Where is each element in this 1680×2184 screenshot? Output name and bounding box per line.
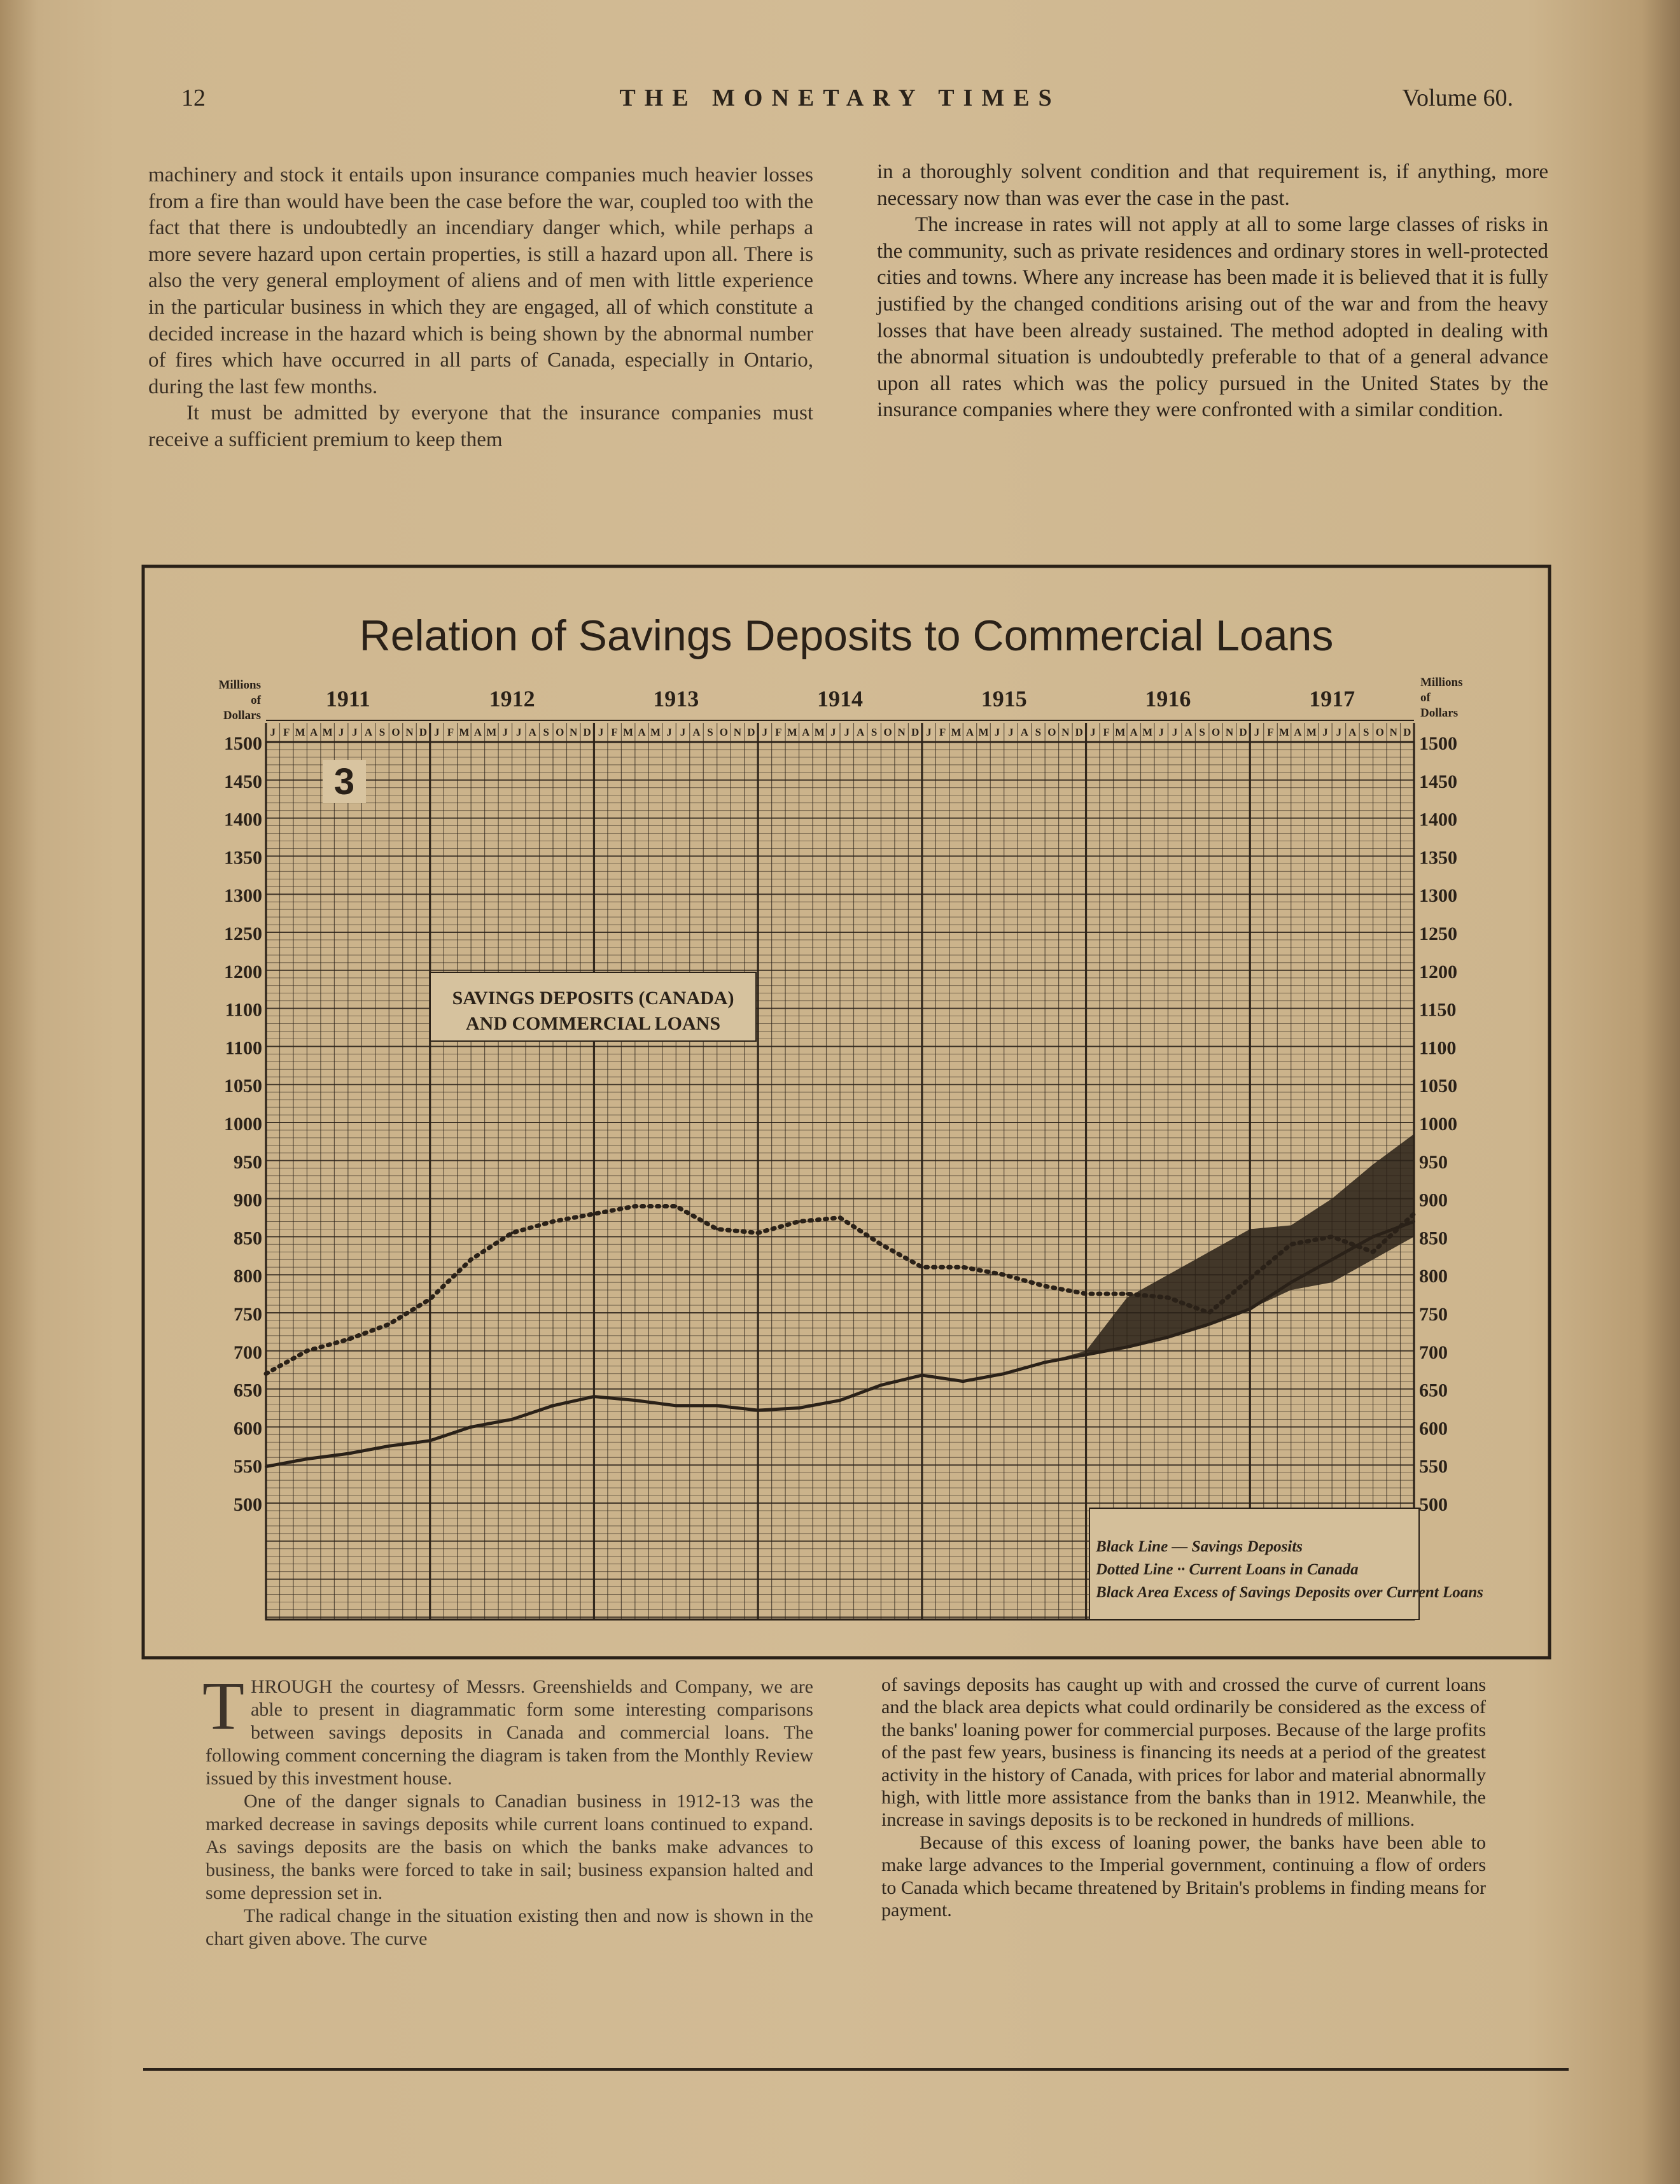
bottom-rule xyxy=(143,2068,1569,2071)
y-axis-title-left: Millions xyxy=(218,678,261,692)
data-point xyxy=(675,1404,677,1407)
data-point xyxy=(1044,1361,1046,1364)
y-axis-title-left: of xyxy=(251,694,261,707)
inset-label-line: SAVINGS DEPOSITS (CANADA) xyxy=(452,988,734,1009)
y-tick-label-left: 1000 xyxy=(224,1114,262,1135)
y-axis-title-right: Millions xyxy=(1420,676,1463,689)
data-point xyxy=(757,1231,759,1234)
month-tick-label: J xyxy=(338,726,344,738)
data-point xyxy=(839,1217,841,1219)
y-tick-label-right: 1150 xyxy=(1419,999,1457,1021)
month-tick-label: A xyxy=(802,726,810,738)
month-tick-label: S xyxy=(871,726,878,738)
month-tick-label: J xyxy=(830,726,836,738)
data-point xyxy=(1290,1243,1292,1245)
y-tick-label-right: 900 xyxy=(1419,1189,1448,1211)
month-tick-label: M xyxy=(978,726,989,738)
y-tick-label-left: 1100 xyxy=(225,999,262,1021)
data-point xyxy=(1331,1235,1333,1238)
month-tick-label: N xyxy=(733,726,742,738)
month-tick-label: A xyxy=(638,726,646,738)
data-point xyxy=(757,1409,759,1411)
data-point xyxy=(716,1228,718,1230)
data-point xyxy=(592,1213,595,1215)
year-label: 1913 xyxy=(653,686,699,711)
month-tick-label: J xyxy=(1336,726,1342,738)
y-tick-label-right: 850 xyxy=(1419,1228,1448,1249)
y-tick-label-left: 750 xyxy=(234,1304,262,1325)
month-tick-label: N xyxy=(1389,726,1397,738)
month-tick-label: M xyxy=(1306,726,1317,738)
chart-title: Relation of Savings Deposits to Commercial Loans xyxy=(359,612,1334,660)
y-tick-label-left: 1400 xyxy=(224,809,262,830)
month-tick-label: O xyxy=(883,726,892,738)
data-point xyxy=(798,1220,801,1222)
data-point xyxy=(347,1338,349,1341)
data-point xyxy=(1126,1292,1128,1295)
y-tick-label-right: 1250 xyxy=(1419,923,1457,944)
chart-number: 3 xyxy=(333,761,355,802)
month-tick-label: N xyxy=(897,726,906,738)
month-tick-label: A xyxy=(473,726,482,738)
chart-grid xyxy=(266,720,1414,1620)
data-point xyxy=(962,1266,964,1268)
drop-cap: T xyxy=(202,1669,244,1744)
y-tick-label-left: 1450 xyxy=(224,771,262,792)
month-tick-label: D xyxy=(583,726,591,738)
data-point xyxy=(716,1404,718,1407)
bottom-right-column xyxy=(881,1674,1486,1921)
y-tick-label-left: 800 xyxy=(234,1266,262,1287)
data-point xyxy=(1085,1292,1088,1295)
y-tick-label-left: 500 xyxy=(234,1494,262,1515)
month-tick-label: N xyxy=(1061,726,1070,738)
year-label: 1917 xyxy=(1309,686,1355,711)
month-tick-label: D xyxy=(911,726,920,738)
y-tick-label-right: 1100 xyxy=(1419,1037,1457,1059)
y-tick-label-right: 1450 xyxy=(1419,771,1457,792)
data-point xyxy=(305,1458,308,1460)
y-tick-label-left: 900 xyxy=(234,1189,262,1211)
month-tick-label: O xyxy=(1211,726,1221,738)
month-tick-label: J xyxy=(352,726,358,738)
data-point xyxy=(552,1220,554,1222)
page-number: 12 xyxy=(181,85,206,111)
inset-label-line: AND COMMERCIAL LOANS xyxy=(465,1013,721,1034)
month-tick-label: S xyxy=(379,726,386,738)
data-point xyxy=(388,1323,390,1326)
month-tick-label: J xyxy=(1158,726,1164,738)
data-point xyxy=(1249,1277,1251,1280)
data-point xyxy=(429,1439,431,1442)
data-point xyxy=(1166,1336,1169,1338)
data-point xyxy=(921,1374,923,1376)
y-tick-label-right: 1300 xyxy=(1419,885,1457,907)
paragraph: Because of this excess of loaning power, the banks have been able to make large advances to the Imperial government, continuing a flow of orders to Canada which became threatened by Britain's problems in finding means for payment. xyxy=(881,1831,1486,1921)
y-tick-label-right: 1000 xyxy=(1419,1114,1457,1135)
data-point xyxy=(265,1466,267,1468)
data-point xyxy=(1249,1308,1251,1310)
data-point xyxy=(879,1243,882,1245)
month-tick-label: J xyxy=(1090,726,1096,738)
data-point xyxy=(1413,1220,1415,1222)
y-tick-label-left: 650 xyxy=(234,1380,262,1401)
bottom-left-column xyxy=(202,1669,813,1950)
data-point xyxy=(429,1298,431,1300)
year-label: 1912 xyxy=(489,686,535,711)
month-tick-label: O xyxy=(719,726,729,738)
y-tick-label-right: 1350 xyxy=(1419,847,1457,869)
data-point xyxy=(1331,1258,1333,1261)
y-tick-label-right: 550 xyxy=(1419,1456,1448,1478)
data-point xyxy=(592,1396,595,1398)
month-tick-label: J xyxy=(434,726,440,738)
month-tick-label: A xyxy=(1020,726,1029,738)
month-tick-label: O xyxy=(391,726,400,738)
year-label: 1911 xyxy=(325,686,370,711)
month-tick-label: O xyxy=(1047,726,1056,738)
month-tick-label: M xyxy=(650,726,661,738)
month-tick-label: J xyxy=(666,726,672,738)
month-tick-label: S xyxy=(1363,726,1369,738)
data-point xyxy=(388,1445,390,1447)
month-tick-label: J xyxy=(994,726,1000,738)
month-tick-label: F xyxy=(447,726,454,738)
volume-label: Volume 60. xyxy=(1402,85,1513,111)
month-tick-label: A xyxy=(692,726,701,738)
y-tick-label-left: 1350 xyxy=(224,847,262,869)
month-tick-label: M xyxy=(814,726,825,738)
month-tick-label: N xyxy=(570,726,578,738)
month-tick-label: D xyxy=(747,726,755,738)
month-tick-label: A xyxy=(364,726,373,738)
month-tick-label: O xyxy=(1375,726,1384,738)
month-tick-label: D xyxy=(1075,726,1083,738)
month-tick-label: J xyxy=(844,726,850,738)
month-tick-label: A xyxy=(528,726,536,738)
year-label: 1915 xyxy=(981,686,1027,711)
y-tick-label-left: 1200 xyxy=(224,961,262,983)
month-tick-label: S xyxy=(543,726,549,738)
month-tick-label: D xyxy=(1403,726,1411,738)
month-tick-label: F xyxy=(283,726,290,738)
legend-entry: Black Area Excess of Savings Deposits over Current Loans xyxy=(1096,1584,1483,1601)
y-tick-label-right: 600 xyxy=(1419,1418,1448,1439)
month-tick-label: F xyxy=(611,726,618,738)
month-tick-label: J xyxy=(598,726,604,738)
data-point xyxy=(1166,1296,1169,1299)
month-tick-label: D xyxy=(1239,726,1247,738)
month-tick-label: F xyxy=(1103,726,1110,738)
month-tick-label: F xyxy=(939,726,946,738)
paragraph: It must be admitted by everyone that the insurance companies must receive a sufficient premium to keep them xyxy=(148,402,813,451)
month-tick-label: J xyxy=(1254,726,1260,738)
data-point xyxy=(511,1231,514,1234)
y-tick-label-left: 950 xyxy=(234,1151,262,1173)
data-point xyxy=(675,1205,677,1208)
y-tick-label-right: 500 xyxy=(1419,1494,1448,1515)
paragraph: in a thoroughly solvent condition and that requirement is, if anything, more necessary now than was ever the case in the past. xyxy=(877,160,1548,210)
month-tick-label: S xyxy=(707,726,713,738)
y-tick-label-right: 700 xyxy=(1419,1341,1448,1363)
y-tick-label-left: 1500 xyxy=(224,733,262,754)
month-tick-label: M xyxy=(787,726,797,738)
y-tick-label-left: 600 xyxy=(234,1418,262,1439)
data-point xyxy=(839,1399,841,1402)
month-tick-label: D xyxy=(419,726,428,738)
data-point xyxy=(1044,1285,1046,1287)
data-point xyxy=(511,1418,514,1420)
legend-entry: Dotted Line ·· Current Loans in Canada xyxy=(1096,1561,1359,1578)
y-tick-label-left: 1100 xyxy=(225,1037,262,1059)
month-tick-label: J xyxy=(516,726,522,738)
paragraph: of savings deposits has caught up with and crossed the curve of current loans and the black area depicts what could ordinarily be considered as the excess of the banks' loaning power for commercial purposes. Because of the large profits of the past few years, business is financing its needs at a period of the greatest activity in the history of Canada, with prices for labor and material abnormally high, with little more assistance from the banks than in 1912. Meanwhile, the increase in savings deposits is to be reckoned in hundreds of millions. xyxy=(881,1674,1486,1831)
y-tick-label-right: 1500 xyxy=(1419,733,1457,754)
data-point xyxy=(798,1407,801,1410)
y-axis-title-right: Dollars xyxy=(1420,706,1459,720)
data-point xyxy=(1208,1323,1210,1326)
data-point xyxy=(347,1452,349,1455)
data-point xyxy=(962,1380,964,1383)
month-tick-label: S xyxy=(1199,726,1205,738)
data-point xyxy=(1372,1250,1375,1253)
data-point xyxy=(470,1425,472,1428)
month-tick-label: J xyxy=(1008,726,1014,738)
y-tick-label-left: 550 xyxy=(234,1456,262,1478)
month-tick-label: A xyxy=(1130,726,1138,738)
month-tick-label: J xyxy=(502,726,508,738)
month-tick-label: M xyxy=(1278,726,1289,738)
month-tick-label: A xyxy=(1184,726,1193,738)
data-point xyxy=(1413,1213,1415,1215)
month-tick-label: A xyxy=(1348,726,1357,738)
month-tick-label: A xyxy=(309,726,318,738)
data-point xyxy=(1003,1373,1005,1375)
data-point xyxy=(1003,1273,1005,1276)
month-tick-label: N xyxy=(1225,726,1234,738)
data-point xyxy=(1126,1346,1128,1348)
y-axis-title-right: of xyxy=(1420,691,1431,704)
month-tick-label: F xyxy=(1267,726,1274,738)
month-tick-label: J xyxy=(762,726,768,738)
paragraph: machinery and stock it entails upon insurance companies much heavier losses from a fire than would have been the case before the war, coupled too with the fact that there is undoubtedly an incendiary danger which, while perhaps a more severe hazard upon certain properties, is still a hazard upon all. There is also the very general employment of aliens and of men with little experience in the particular business in which they are engaged, all of which constitute a decided increase in the hazard which is being shown by the abnormal number of fires which have occurred in all parts of Canada, especially in Ontario, during the last few months. xyxy=(148,164,813,398)
month-tick-label: A xyxy=(965,726,974,738)
data-point xyxy=(470,1258,472,1261)
year-label: 1916 xyxy=(1145,686,1191,711)
data-point xyxy=(634,1205,636,1208)
month-tick-label: A xyxy=(857,726,865,738)
month-tick-label: J xyxy=(926,726,932,738)
month-tick-label: M xyxy=(295,726,305,738)
data-point xyxy=(1372,1235,1375,1238)
month-tick-label: M xyxy=(623,726,634,738)
y-tick-label-right: 950 xyxy=(1419,1151,1448,1173)
month-tick-label: S xyxy=(1035,726,1042,738)
paragraph: HROUGH the courtesy of Messrs. Greenshields and Company, we are able to present in diagrammatic form some interesting comparisons between savings deposits in Canada and commercial loans. The following comment concerning the diagram is taken from the Monthly Review issued by this investment house. xyxy=(206,1676,813,1789)
month-tick-label: M xyxy=(459,726,470,738)
year-label: 1914 xyxy=(817,686,863,711)
y-tick-label-right: 1200 xyxy=(1419,961,1457,983)
data-point xyxy=(921,1266,923,1268)
data-point xyxy=(305,1350,308,1352)
data-point xyxy=(879,1384,882,1387)
month-tick-label: J xyxy=(270,726,276,738)
paragraph: The increase in rates will not apply at all to some large classes of risks in the community, such as private residences and ordinary stores in well-protected cities and towns. Where any increase has been made it is believed that it is fully justified by the changed conditions arising out of the war and from the heavy losses that have been already sustained. The method adopted in dealing with the abnormal situation is undoubtedly preferable to that of a general advance upon all rates which was the policy pursued in the United States by the insurance companies where they were confronted with a similar condition. xyxy=(877,213,1548,422)
month-tick-label: J xyxy=(1172,726,1178,738)
month-tick-label: M xyxy=(951,726,962,738)
month-tick-label: N xyxy=(405,726,414,738)
month-tick-label: M xyxy=(486,726,497,738)
y-tick-label-left: 700 xyxy=(234,1341,262,1363)
data-point xyxy=(265,1373,267,1375)
y-tick-label-right: 650 xyxy=(1419,1380,1448,1401)
month-tick-label: O xyxy=(556,726,564,738)
y-tick-label-left: 1300 xyxy=(224,885,262,907)
month-tick-label: M xyxy=(322,726,333,738)
month-tick-label: J xyxy=(1322,726,1328,738)
y-tick-label-left: 1250 xyxy=(224,923,262,944)
data-point xyxy=(1085,1354,1088,1356)
month-tick-label: J xyxy=(680,726,686,738)
y-tick-label-left: 1050 xyxy=(224,1075,262,1097)
publication-title: THE MONETARY TIMES xyxy=(619,85,1061,111)
month-tick-label: M xyxy=(1115,726,1126,738)
y-tick-label-left: 850 xyxy=(234,1228,262,1249)
paragraph: One of the danger signals to Canadian business in 1912-13 was the marked decrease in savings deposits while current loans continued to expand. As savings deposits are the basis on which the banks make advances to business, the banks were forced to take in sail; business expansion halted and some depression set in. xyxy=(206,1791,813,1903)
paragraph: The radical change in the situation existing then and now is shown in the chart given above. The curve xyxy=(206,1905,813,1949)
y-tick-label-right: 800 xyxy=(1419,1266,1448,1287)
y-axis-title-left: Dollars xyxy=(223,709,261,722)
data-point xyxy=(1290,1281,1292,1284)
y-tick-label-right: 1050 xyxy=(1419,1075,1457,1097)
y-tick-label-right: 1400 xyxy=(1419,809,1457,830)
month-tick-label: M xyxy=(1142,726,1153,738)
data-point xyxy=(634,1399,636,1402)
data-point xyxy=(552,1404,554,1407)
legend-entry: Black Line — Savings Deposits xyxy=(1096,1538,1303,1555)
data-point xyxy=(1208,1312,1210,1314)
y-tick-label-right: 750 xyxy=(1419,1304,1448,1325)
month-tick-label: F xyxy=(775,726,782,738)
month-tick-label: A xyxy=(1294,726,1302,738)
